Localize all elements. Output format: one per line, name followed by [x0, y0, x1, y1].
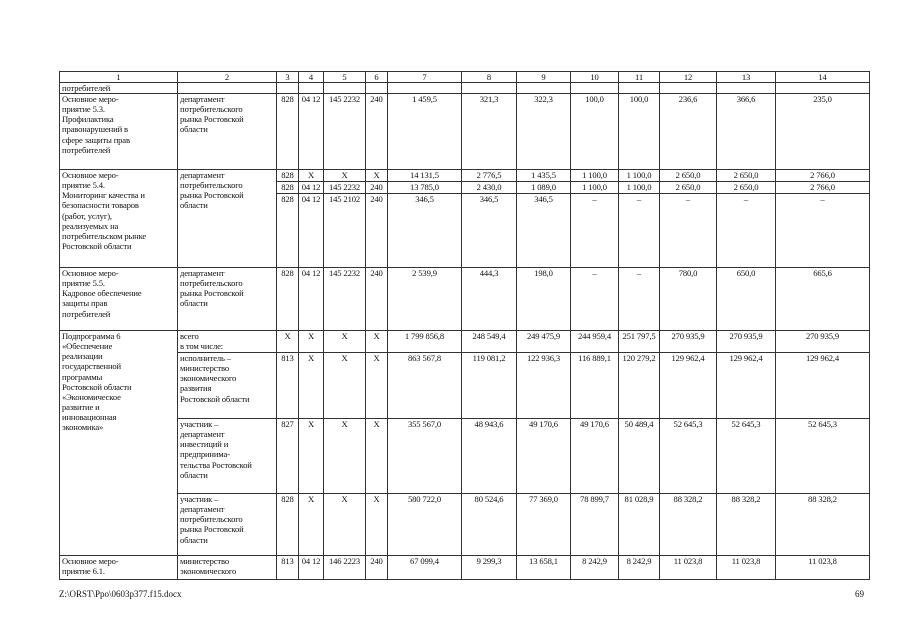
row-cell-executor — [178, 170, 277, 268]
row-5-4-col-12 — [660, 170, 717, 268]
row-6-3-col-14: 88 328,2 — [776, 494, 870, 556]
header-col-2: 2 — [178, 72, 277, 83]
executor-line: рынка Ростовской — [180, 190, 244, 201]
row-6-1-col-14: 129 962,4 — [776, 353, 870, 419]
executor-line: рынка Ростовской — [180, 114, 244, 125]
row-6-1-col-14: 11 023,8 — [776, 556, 870, 580]
name-line: Основное меро- — [62, 94, 119, 105]
executor-line: инвестиций и — [180, 439, 229, 450]
name-line: (работ, услуг), — [62, 210, 112, 221]
value-line: 346,5 — [517, 193, 570, 205]
table-row-subprogram-6-0 — [60, 331, 870, 353]
row-cell-empty — [776, 83, 870, 94]
row-6-2-col-5: Х — [324, 419, 366, 494]
row-6-2-col-14: 52 645,3 — [776, 419, 870, 494]
value-line: 2 650,0 — [717, 181, 775, 193]
header-col-7: 7 — [388, 72, 462, 83]
header-col-5: 5 — [324, 72, 366, 83]
row-5-3-col-7: 1 459,5 — [388, 94, 462, 170]
row-cell-executor — [178, 331, 277, 353]
table-row-5-5 — [60, 268, 870, 331]
row-6-3-col-3: 828 — [277, 494, 299, 556]
row-cell-name — [60, 94, 178, 170]
name-line: Кадровое обеспечение — [62, 288, 142, 299]
executor-line: рынка Ростовской — [180, 524, 244, 535]
executor-line: потребительского — [180, 104, 243, 115]
row-6-0-col-13: 270 935,9 — [717, 331, 776, 353]
header-col-8: 8 — [462, 72, 517, 83]
executor-line: департамент — [180, 268, 225, 279]
row-6-1-col-10: 116 889,1 — [571, 353, 619, 419]
row-5-3-col-14: 235,0 — [776, 94, 870, 170]
row-cell-executor — [178, 94, 277, 170]
row-6-1-col-6: 240 — [366, 556, 388, 580]
value-line: 2 776,5 — [476, 170, 502, 181]
executor-line: всего — [180, 331, 199, 342]
table-row-subprogram-6-3 — [60, 494, 870, 556]
row-cell-empty — [299, 83, 324, 94]
row-6-0-col-6: Х — [366, 331, 388, 353]
value-line: 1 100,0 — [619, 181, 659, 193]
row-5-5-col-10: – — [571, 268, 619, 331]
row-5-3-col-12: 236,6 — [660, 94, 717, 170]
row-6-2-col-12: 52 645,3 — [660, 419, 717, 494]
row-5-4-col-8 — [462, 170, 517, 268]
row-cell-empty — [517, 83, 571, 94]
name-line: Основное меро- — [62, 268, 119, 279]
executor-line: области — [180, 124, 208, 135]
executor-line: министерство — [180, 363, 229, 374]
header-col-6: 6 — [366, 72, 388, 83]
row-6-2-col-8: 48 943,6 — [462, 419, 517, 494]
row-5-3-col-8: 321,3 — [462, 94, 517, 170]
table-row-continuation — [60, 83, 870, 94]
row-5-4-col-9 — [517, 170, 571, 268]
footer-page-number: 69 — [855, 589, 864, 599]
row-5-4-col-10 — [571, 170, 619, 268]
row-5-3-col-3: 828 — [277, 94, 299, 170]
row-6-1-col-3: 813 — [277, 353, 299, 419]
row-cell-empty — [366, 83, 388, 94]
row-cell-executor — [178, 268, 277, 331]
value-line: – — [717, 193, 775, 205]
row-6-1-col-4: 04 12 — [299, 556, 324, 580]
name-line: Ростовской области — [62, 381, 132, 392]
name-line: Мониторинг качества и — [62, 190, 145, 201]
value-line: 828 — [281, 170, 294, 181]
executor-line: потребительского — [180, 514, 243, 525]
row-6-0-col-7: 1 799 856,8 — [388, 331, 462, 353]
value-line: 240 — [366, 181, 387, 193]
name-line: приятие 5.5. — [62, 278, 105, 289]
row-6-0-col-3: Х — [277, 331, 299, 353]
name-line: приятие 6.1. — [62, 566, 105, 577]
row-6-1-col-7: 67 099,4 — [388, 556, 462, 580]
header-col-13: 13 — [717, 72, 776, 83]
row-6-0-col-4: Х — [299, 331, 324, 353]
row-5-5-col-6: 240 — [366, 268, 388, 331]
name-line: развитие и — [62, 401, 100, 412]
row-cell-empty — [717, 83, 776, 94]
row-cell-empty — [571, 83, 619, 94]
row-5-4-col-11 — [619, 170, 660, 268]
executor-line: департамент — [180, 94, 225, 105]
row-6-3-col-6: Х — [366, 494, 388, 556]
row-5-3-col-9: 322,3 — [517, 94, 571, 170]
name-line: реализуемых на — [62, 220, 119, 231]
row-6-0-col-9: 249 475,9 — [517, 331, 571, 353]
executor-line: участник – — [180, 419, 219, 430]
row-cell-executor — [178, 494, 277, 556]
value-line: Х — [341, 170, 348, 181]
row-5-5-col-12: 780,0 — [660, 268, 717, 331]
executor-line: департамент — [180, 170, 225, 181]
header-col-14: 14 — [776, 72, 870, 83]
row-cell-name — [60, 331, 178, 556]
executor-line: рынка Ростовской — [180, 288, 244, 299]
row-cell-empty — [462, 83, 517, 94]
table-row-5-4 — [60, 170, 870, 268]
row-5-5-col-5: 145 2232 — [324, 268, 366, 331]
value-line: 2 650,0 — [675, 170, 701, 181]
name-line: государственной — [62, 361, 121, 372]
row-cell-executor — [178, 419, 277, 494]
row-6-1-col-13: 129 962,4 — [717, 353, 776, 419]
table-row-5-3 — [60, 94, 870, 170]
name-line: приятие 5.3. — [62, 104, 105, 115]
row-6-0-col-12: 270 935,9 — [660, 331, 717, 353]
executor-line: предпринима- — [180, 449, 230, 460]
name-line: потребителей — [62, 144, 111, 155]
value-line: 346,5 — [388, 193, 461, 205]
row-6-1-col-5: Х — [324, 353, 366, 419]
header-col-10: 10 — [571, 72, 619, 83]
row-5-3-col-10: 100,0 — [571, 94, 619, 170]
row-5-4-col-5 — [324, 170, 366, 268]
row-6-1-col-9: 122 936,3 — [517, 353, 571, 419]
executor-line: тельства Ростовской — [180, 459, 252, 470]
row-cell-empty — [660, 83, 717, 94]
row-6-1-col-8: 9 299,3 — [462, 556, 517, 580]
row-5-5-col-9: 198,0 — [517, 268, 571, 331]
row-cell-empty — [178, 83, 277, 94]
row-5-4-col-14 — [776, 170, 870, 268]
row-5-3-col-6: 240 — [366, 94, 388, 170]
header-col-3: 3 — [277, 72, 299, 83]
row-6-3-col-12: 88 328,2 — [660, 494, 717, 556]
row-5-5-col-3: 828 — [277, 268, 299, 331]
row-6-1-col-9: 13 658,1 — [517, 556, 571, 580]
row-6-3-col-9: 77 369,0 — [517, 494, 571, 556]
row-cell-executor — [178, 556, 277, 580]
row-6-2-col-9: 49 170,6 — [517, 419, 571, 494]
executor-line: области — [180, 469, 208, 480]
executor-line: департамент — [180, 504, 225, 515]
row-6-3-col-10: 78 899,7 — [571, 494, 619, 556]
row-6-2-col-3: 827 — [277, 419, 299, 494]
row-5-5-col-4: 04 12 — [299, 268, 324, 331]
value-line: 1 100,0 — [571, 181, 618, 193]
row-cell-empty — [619, 83, 660, 94]
executor-line: исполнитель – — [180, 353, 231, 364]
header-col-12: 12 — [660, 72, 717, 83]
name-line: экономика» — [62, 422, 104, 433]
footer-file-path: Z:\ORST\Ppo\0603p377.f15.docx — [59, 589, 182, 599]
value-line: 346,5 — [462, 193, 516, 205]
value-line: – — [776, 193, 869, 205]
value-line: 1 100,0 — [582, 170, 607, 181]
row-5-3-col-11: 100,0 — [619, 94, 660, 170]
executor-line: области — [180, 200, 208, 211]
row-6-2-col-4: Х — [299, 419, 324, 494]
name-line: инновационная — [62, 411, 117, 422]
name-line: правонарушений в — [62, 124, 128, 135]
row-6-2-col-13: 52 645,3 — [717, 419, 776, 494]
row-6-1-col-3: 813 — [277, 556, 299, 580]
row-6-1-col-7: 863 567,8 — [388, 353, 462, 419]
value-line: – — [660, 193, 716, 205]
row-6-0-col-5: Х — [324, 331, 366, 353]
name-line: потребителей — [62, 308, 111, 319]
row-5-3-col-13: 366,6 — [717, 94, 776, 170]
row-6-3-col-5: Х — [324, 494, 366, 556]
value-line: 145 2102 — [324, 193, 365, 205]
row-5-3-col-5: 145 2232 — [324, 94, 366, 170]
header-col-1: 1 — [60, 72, 178, 83]
budget-table — [59, 71, 870, 580]
executor-line: экономического — [180, 373, 237, 384]
row-5-5-col-13: 650,0 — [717, 268, 776, 331]
row-cell-empty — [277, 83, 299, 94]
executor-line: области — [180, 298, 208, 309]
row-6-1-col-12: 11 023,8 — [660, 556, 717, 580]
value-line: Х — [307, 170, 315, 181]
row-5-5-col-14: 665,6 — [776, 268, 870, 331]
row-6-3-col-11: 81 028,9 — [619, 494, 660, 556]
row-cell-name: потребителей — [60, 83, 178, 94]
row-5-5-col-11: – — [619, 268, 660, 331]
row-5-4-col-6 — [366, 170, 388, 268]
name-line: Основное меро- — [62, 170, 119, 181]
value-line: 2 766,0 — [776, 181, 869, 193]
row-6-2-col-11: 50 489,4 — [619, 419, 660, 494]
row-cell-name — [60, 556, 178, 580]
table-row-subprogram-6-1 — [60, 353, 870, 419]
value-line: 04 12 — [299, 181, 323, 193]
name-line: Профилактика — [62, 114, 114, 125]
value-line: – — [619, 193, 659, 205]
value-line: 13 785,0 — [388, 181, 461, 193]
row-6-3-col-4: Х — [299, 494, 324, 556]
value-line: 828 — [277, 193, 298, 205]
row-6-3-col-8: 80 524,6 — [462, 494, 517, 556]
row-6-1-col-8: 119 081,2 — [462, 353, 517, 419]
executor-line: области — [180, 534, 208, 545]
value-line: 828 — [277, 181, 298, 193]
executor-line: экономического — [180, 566, 237, 577]
row-6-1-col-6: Х — [366, 353, 388, 419]
name-line: безопасности товаров — [62, 200, 139, 211]
table-row-subprogram-6-2 — [60, 419, 870, 494]
header-col-11: 11 — [619, 72, 660, 83]
row-6-0-col-10: 244 959,4 — [571, 331, 619, 353]
name-line: Подпрограмма 6 — [62, 331, 121, 342]
value-line: 2 430,0 — [462, 181, 516, 193]
row-6-2-col-6: Х — [366, 419, 388, 494]
name-line: Ростовской области — [62, 240, 132, 251]
value-line: 240 — [366, 193, 387, 205]
name-line: программы — [62, 371, 103, 382]
row-5-4-col-7 — [388, 170, 462, 268]
row-6-1-col-13: 11 023,8 — [717, 556, 776, 580]
name-line: защиты прав — [62, 298, 108, 309]
value-line: 1 100,0 — [626, 170, 652, 181]
value-line: 1 089,0 — [517, 181, 570, 193]
executor-line: департамент — [180, 429, 225, 440]
header-col-4: 4 — [299, 72, 324, 83]
row-6-1-col-5: 146 2223 — [324, 556, 366, 580]
value-line: 04 12 — [299, 193, 323, 205]
name-line: сфере защиты прав — [62, 134, 130, 145]
row-6-2-col-10: 49 170,6 — [571, 419, 619, 494]
name-line: приятие 5.4. — [62, 180, 105, 191]
value-line: 2 650,0 — [660, 181, 716, 193]
row-6-3-col-13: 88 328,2 — [717, 494, 776, 556]
table-header-row — [60, 72, 870, 83]
executor-line: развития — [180, 383, 212, 394]
row-6-1-col-4: Х — [299, 353, 324, 419]
row-6-0-col-14: 270 935,9 — [776, 331, 870, 353]
row-6-1-col-11: 8 242,9 — [619, 556, 660, 580]
row-6-2-col-7: 355 567,0 — [388, 419, 462, 494]
name-line: реализации — [62, 351, 103, 362]
row-6-1-col-10: 8 242,9 — [571, 556, 619, 580]
row-cell-name — [60, 268, 178, 331]
row-cell-executor — [178, 353, 277, 419]
table-row-6-1 — [60, 556, 870, 580]
value-line: 1 435,5 — [531, 170, 556, 181]
row-5-4-col-4 — [299, 170, 324, 268]
value-line: 14 131,5 — [410, 170, 439, 181]
value-line: Х — [373, 170, 380, 181]
row-6-0-col-11: 251 797,5 — [619, 331, 660, 353]
executor-line: участник – — [180, 494, 219, 505]
row-5-3-col-4: 04 12 — [299, 94, 324, 170]
value-line: 2 650,0 — [733, 170, 759, 181]
row-5-5-col-8: 444,3 — [462, 268, 517, 331]
header-col-9: 9 — [517, 72, 571, 83]
row-5-5-col-7: 2 539,9 — [388, 268, 462, 331]
row-6-1-col-11: 120 279,2 — [619, 353, 660, 419]
row-cell-name — [60, 170, 178, 268]
row-cell-empty — [388, 83, 462, 94]
row-6-0-col-8: 248 549,4 — [462, 331, 517, 353]
row-cell-empty — [324, 83, 366, 94]
name-line: потребительском рынке — [62, 230, 147, 241]
row-5-4-col-3 — [277, 170, 299, 268]
value-line: – — [571, 193, 618, 205]
name-line: «Экономическое — [62, 391, 121, 402]
executor-line: Ростовской области — [180, 393, 250, 404]
executor-line: потребительского — [180, 278, 243, 289]
name-line: Основное меро- — [62, 556, 119, 567]
row-5-4-col-13 — [717, 170, 776, 268]
value-line: 2 766,0 — [810, 170, 835, 181]
executor-line: в том числе: — [180, 341, 223, 352]
executor-line: потребительского — [180, 180, 243, 191]
row-6-3-col-7: 580 722,0 — [388, 494, 462, 556]
executor-line: министерство — [180, 556, 229, 567]
value-line: 145 2232 — [324, 181, 365, 193]
name-line: «Обеспечение — [62, 341, 113, 352]
row-6-1-col-12: 129 962,4 — [660, 353, 717, 419]
